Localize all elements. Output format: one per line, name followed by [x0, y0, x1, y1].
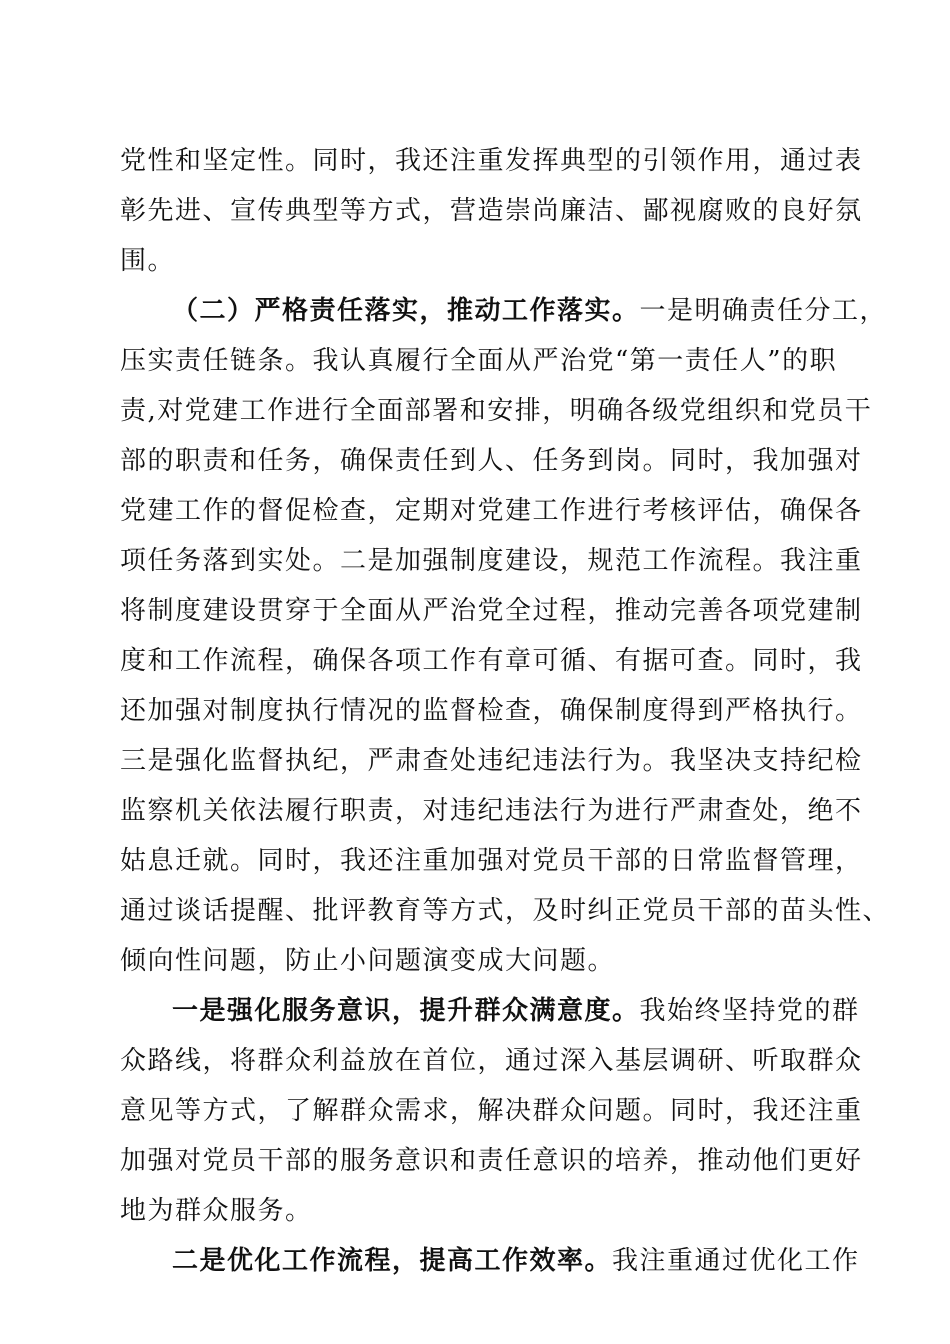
text-line: 将制度建设贯穿于全面从严治党全过程，推动完善各项党建制	[120, 596, 863, 626]
text-line: 地为群众服务。	[120, 1196, 313, 1226]
paragraph-3	[120, 986, 863, 1236]
text-line: 度和工作流程，确保各项工作有章可循、有据可查。同时，我	[120, 646, 863, 676]
paragraph-2	[120, 286, 891, 986]
text-line: 项任务落到实处。二是加强制度建设，规范工作流程。我注重	[120, 546, 863, 576]
section-heading: 一是强化服务意识，提升群众满意度。	[172, 996, 640, 1026]
text-run: 我始终坚持党的群	[639, 996, 860, 1026]
text-run: 我注重通过优化工作	[612, 1246, 860, 1276]
text-line: 姑息迁就。同时，我还注重加强对党员干部的日常监督管理，	[120, 846, 863, 876]
text-line: 责,对党建工作进行全面部署和安排，明确各级党组织和党员干	[120, 396, 873, 426]
paragraph-4	[120, 1236, 860, 1286]
text-line: 彰先进、宣传典型等方式，营造崇尚廉洁、鄙视腐败的良好氛	[120, 196, 863, 226]
text-line: 倾向性问题，防止小问题演变成大问题。	[120, 946, 616, 976]
text-line: 通过谈话提醒、批评教育等方式，及时纠正党员干部的苗头性、	[120, 896, 891, 926]
text-line: 党建工作的督促检查，定期对党建工作进行考核评估，确保各	[120, 496, 863, 526]
text-line: 三是强化监督执纪，严肃查处违纪违法行为。我坚决支持纪检	[120, 746, 863, 776]
text-line: 加强对党员干部的服务意识和责任意识的培养，推动他们更好	[120, 1146, 863, 1176]
text-line: 监察机关依法履行职责，对违纪违法行为进行严肃查处，绝不	[120, 796, 863, 826]
text-line: 党性和坚定性。同时，我还注重发挥典型的引领作用，通过表	[120, 146, 863, 176]
section-heading: 二是优化工作流程，提高工作效率。	[172, 1246, 613, 1276]
text-line: 部的职责和任务，确保责任到人、任务到岗。同时，我加强对	[120, 446, 863, 476]
document-body	[120, 136, 891, 1286]
text-line: 围。	[120, 246, 176, 276]
text-line: 众路线，将群众利益放在首位，通过深入基层调研、听取群众	[120, 1046, 863, 1076]
text-line	[120, 1236, 860, 1286]
text-line: 意见等方式，了解群众需求，解决群众问题。同时，我还注重	[120, 1096, 863, 1126]
text-line: 还加强对制度执行情况的监督检查，确保制度得到严格执行。	[120, 696, 863, 726]
section-heading: （二）严格责任落实，推动工作落实。	[172, 296, 640, 326]
text-line	[120, 986, 860, 1036]
text-line	[120, 286, 888, 336]
paragraph-1	[120, 136, 863, 286]
text-line: 压实责任链条。我认真履行全面从严治党“第一责任人”的职	[120, 346, 838, 376]
text-run: 一是明确责任分工，	[639, 296, 888, 326]
